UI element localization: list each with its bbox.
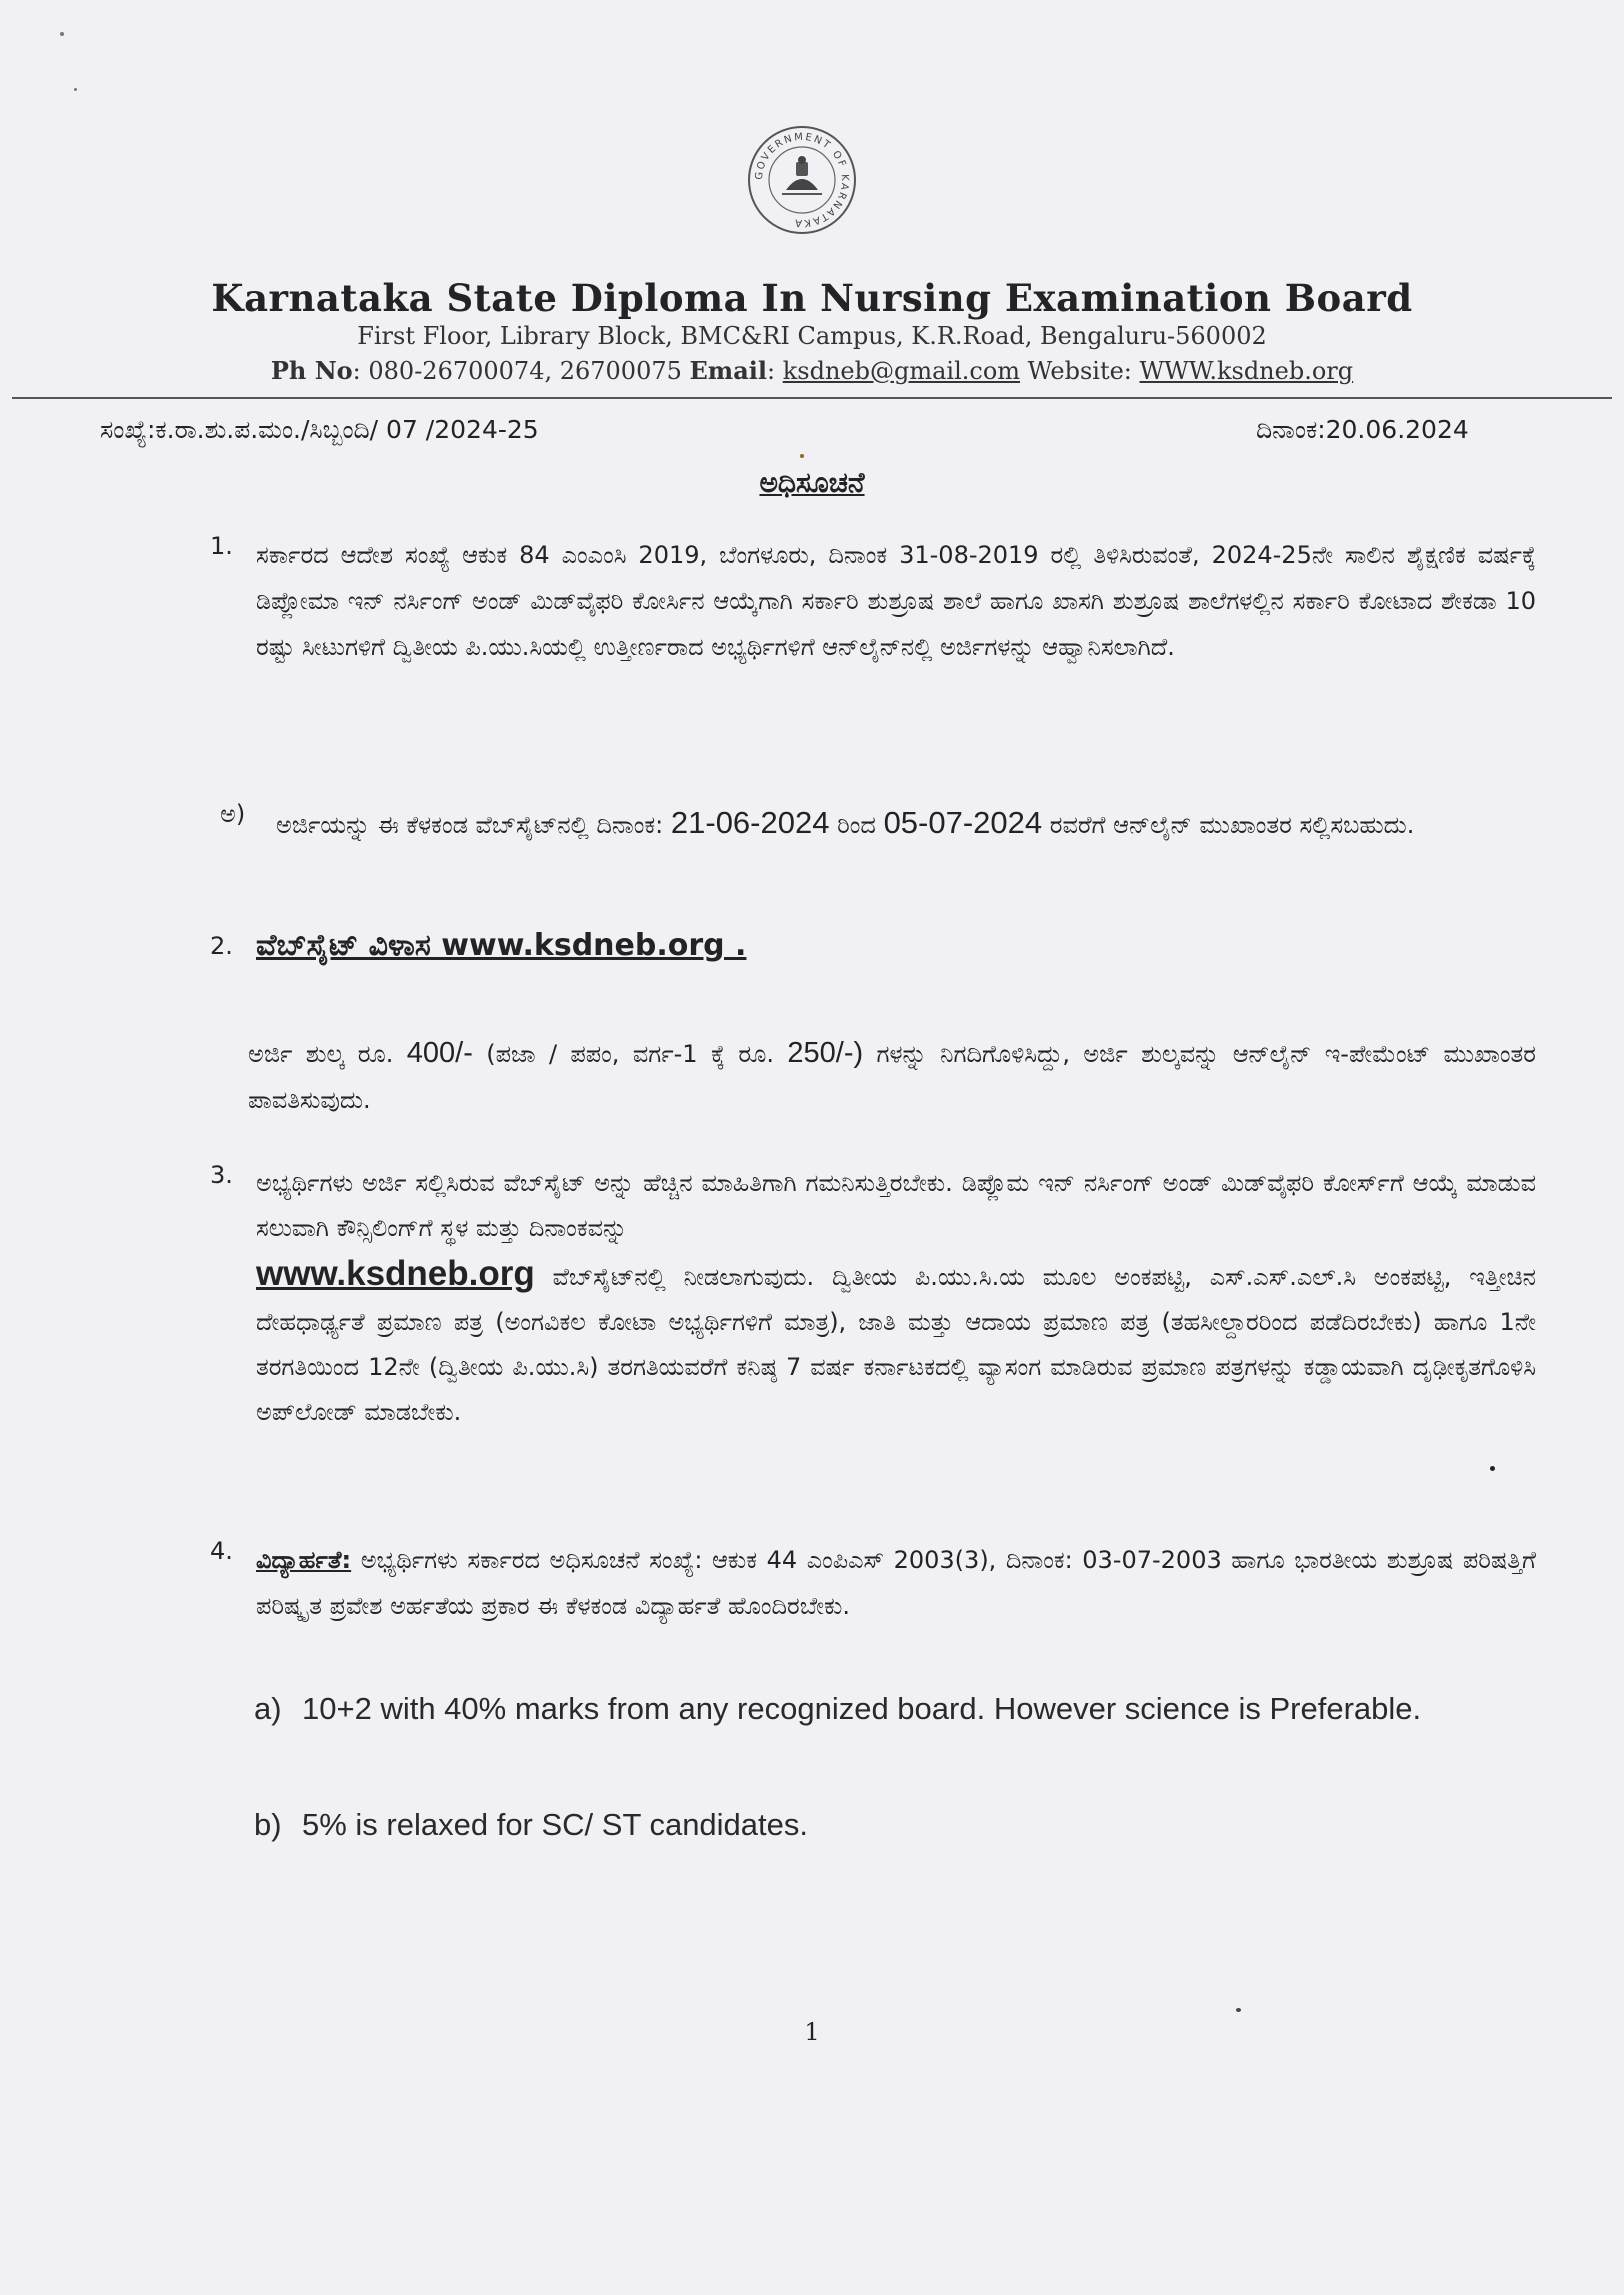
qualification-item: 10+2 with 40% marks from any recognized board. However science is Preferable.: [302, 1691, 1422, 1726]
item-number: 1.: [210, 532, 233, 560]
notice-heading: ಅಧಿಸೂಚನೆ: [759, 466, 865, 499]
notice-date: ದಿನಾಂಕ:20.06.2024: [1256, 415, 1469, 444]
end-date: 05-07-2024: [883, 805, 1043, 840]
application-fee: ಅರ್ಜಿ ಶುಲ್ಕ ರೂ. 400/- (ಪಜಾ / ಪಪಂ, ವರ್ಗ-1 ಕ್ಕೆ ರೂ. 250/-) ಗಳನ್ನು ನಿಗದಿಗೊಳಿಸಿದ್ದು, ಅರ್ಜಿ ಶುಲ್ಕವನ್ನು ಆನ್‌ಲೈನ್ ಇ-ಪೇಮೆಂಟ್ ಮುಖಾಂತರ ಪಾವತಿಸುವುದು.: [248, 1037, 1536, 1114]
start-date: 21-06-2024: [670, 805, 830, 840]
board-title: Karnataka State Diploma In Nursing Examination Board: [211, 276, 1413, 320]
scan-speck: [74, 88, 77, 91]
fee-reserved: 250/-): [787, 1037, 864, 1069]
paragraph-3: ಅಭ್ಯರ್ಥಿಗಳು ಅರ್ಜಿ ಸಲ್ಲಿಸಿರುವ ವೆಬ್‌ಸೈಟ್ ಅನ್ನು ಹೆಚ್ಚಿನ ಮಾಹಿತಿಗಾಗಿ ಗಮನಿಸುತ್ತಿರಬೇಕು. ಡಿಪ್ಲೊಮ ಇನ್ ನರ್ಸಿಂಗ್ ಅಂಡ್ ಮಿಡ್‌ವೈಫರಿ ಕೋರ್ಸ್‌ಗೆ ಆಯ್ಕೆ ಮಾಡುವ ಸಲುವಾಗಿ ಕೌನ್ಸಿಲಿಂಗ್‌ಗೆ ಸ್ಥಳ ಮತ್ತು ದಿನಾಂಕವನ್ನು www.ksdneb.org ವೆಬ್‌ಸೈಟ್‌ನಲ್ಲಿ ನೀಡಲಾಗುವುದು. ದ್ವಿತೀಯ ಪಿ.ಯು.ಸಿ.ಯ ಮೂಲ ಅಂಕಪಟ್ಟಿ, ಎಸ್.ಎಸ್.ಎಲ್.ಸಿ ಅಂಕಪಟ್ಟಿ, ಇತ್ತೀಚಿನ ದೇಹಧಾರ್ಢ್ಯತೆ ಪ್ರಮಾಣ ಪತ್ರ (ಅಂಗವಿಕಲ ಕೋಟಾ ಅಭ್ಯರ್ಥಿಗಳಿಗೆ ಮಾತ್ರ), ಜಾತಿ ಮತ್ತು ಆದಾಯ ಪ್ರಮಾಣ ಪತ್ರ (ತಹಸೀಲ್ದಾರರಿಂದ ಪಡೆದಿರಬೇಕು) ಹಾಗೂ 1ನೇ ತರಗತಿಯಿಂದ 12ನೇ (ದ್ವಿತೀಯ ಪಿ.ಯು.ಸಿ) ತರಗತಿಯವರೆಗೆ ಕನಿಷ್ಠ 7 ವರ್ಷ ಕರ್ನಾಟಕದಲ್ಲಿ ವ್ಯಾಸಂಗ ಮಾಡಿರುವ ಪ್ರಮಾಣ ಪತ್ರಗಳನ್ನು ಕಡ್ಡಾಯವಾಗಿ ದೃಢೀಕೃತಗೊಳಿಸಿ ಅಪ್‌ಲೋಡ್ ಮಾಡಬೇಕು.: [256, 1169, 1536, 1426]
reference-number: ಸಂಖ್ಯೆ:ಕ.ರಾ.ಶು.ಪ.ಮಂ./ಸಿಬ್ಬಂದಿ/ 07 /2024-25: [100, 415, 539, 444]
scan-speck: [1490, 1466, 1495, 1471]
board-address: First Floor, Library Block, BMC&RI Campus, K.R.Road, Bengaluru-560002: [357, 322, 1267, 350]
page-number: 1: [804, 2018, 820, 2046]
website-link[interactable]: WWW.ksdneb.org: [1139, 357, 1354, 385]
phone-value: : 080-26700074, 26700075: [352, 357, 682, 385]
fee-general: 400/-: [406, 1037, 473, 1069]
paragraph-1a: ಅರ್ಜಿಯನ್ನು ಈ ಕೆಳಕಂಡ ವೆಬ್‌ಸೈಟ್‌ನಲ್ಲಿ ದಿನಾಂಕ: 21-06-2024 ರಿಂದ 05-07-2024 ರವರೆಗೆ ಆನ್‌ಲೈನ್ ಮುಖಾಂತರ ಸಲ್ಲಿಸಬಹುದು.: [276, 805, 1415, 840]
government-seal: [746, 124, 858, 236]
sub-item-marker: ಅ): [220, 800, 246, 828]
website-label: Website:: [1027, 357, 1132, 385]
website-link-large[interactable]: www.ksdneb.org: [256, 1254, 535, 1293]
svg-text:GOVERNMENT OF KARNATAKA: GOVERNMENT OF KARNATAKA: [753, 131, 851, 229]
scan-speck: [800, 454, 804, 458]
email-link[interactable]: ksdneb@gmail.com: [782, 357, 1021, 385]
header-divider: [12, 397, 1612, 399]
scan-speck: [60, 32, 64, 36]
scan-speck: [1236, 2008, 1241, 2012]
qualification-marker: a): [254, 1691, 282, 1726]
qualification-item: 5% is relaxed for SC/ ST candidates.: [302, 1807, 809, 1842]
board-contact: Ph No: 080-26700074, 26700075 Email: ksdneb@gmail.com Website: WWW.ksdneb.org: [270, 356, 1354, 385]
paragraph-1: ಸರ್ಕಾರದ ಆದೇಶ ಸಂಖ್ಯೆ ಆಕುಕ 84 ಎಂಎಂಸಿ 2019, ಬೆಂಗಳೂರು, ದಿನಾಂಕ 31-08-2019 ರಲ್ಲಿ ತಿಳಿಸಿರುವಂತೆ, 2024-25ನೇ ಸಾಲಿನ ಶೈಕ್ಷಣಿಕ ವರ್ಷಕ್ಕೆ ಡಿಪ್ಲೋಮಾ ಇನ್ ನರ್ಸಿಂಗ್ ಅಂಡ್ ಮಿಡ್‌ವೈಫರಿ ಕೋರ್ಸಿನ ಆಯ್ಕೆಗಾಗಿ ಸರ್ಕಾರಿ ಶುಶ್ರೂಷ ಶಾಲೆ ಹಾಗೂ ಖಾಸಗಿ ಶುಶ್ರೂಷ ಶಾಲೆಗಳಲ್ಲಿನ ಸರ್ಕಾರಿ ಕೋಟಾದ ಶೇಕಡಾ 10 ರಷ್ಟು ಸೀಟುಗಳಿಗೆ ದ್ವಿತೀಯ ಪಿ.ಯು.ಸಿಯಲ್ಲಿ ಉತ್ತೀರ್ಣರಾದ ಅಭ್ಯರ್ಥಿಗಳಿಗೆ ಆನ್‌ಲೈನ್‌ನಲ್ಲಿ ಅರ್ಜಿಗಳನ್ನು ಆಹ್ವಾನಿಸಲಾಗಿದೆ.: [256, 541, 1536, 661]
item-number: 4.: [210, 1537, 233, 1565]
item-number: 2.: [210, 932, 233, 960]
phone-label: Ph No: [270, 356, 353, 385]
paragraph-4: ವಿದ್ಯಾರ್ಹತೆ: ಅಭ್ಯರ್ಥಿಗಳು ಸರ್ಕಾರದ ಅಧಿಸೂಚನೆ ಸಂಖ್ಯೆ: ಆಕುಕ 44 ಎಂಪಿಎಸ್ 2003(3), ದಿನಾಂಕ: 03-07-2003 ಹಾಗೂ ಭಾರತೀಯ ಶುಶ್ರೂಷ ಪರಿಷತ್ತಿಗೆ ಪರಿಷ್ಕೃತ ಪ್ರವೇಶ ಅರ್ಹತೆಯ ಪ್ರಕಾರ ಈ ಕೆಳಕಂಡ ವಿದ್ಯಾರ್ಹತೆ ಹೊಂದಿರಬೇಕು.: [256, 1546, 1536, 1620]
qualification-marker: b): [254, 1807, 282, 1842]
qualification-label: ವಿದ್ಯಾರ್ಹತೆ:: [256, 1546, 352, 1574]
item-number: 3.: [210, 1161, 233, 1189]
website-address[interactable]: ವೆಬ್‌ಸೈಟ್ ವಿಳಾಸ www.ksdneb.org .: [256, 928, 747, 963]
email-label: Email: [689, 356, 767, 385]
